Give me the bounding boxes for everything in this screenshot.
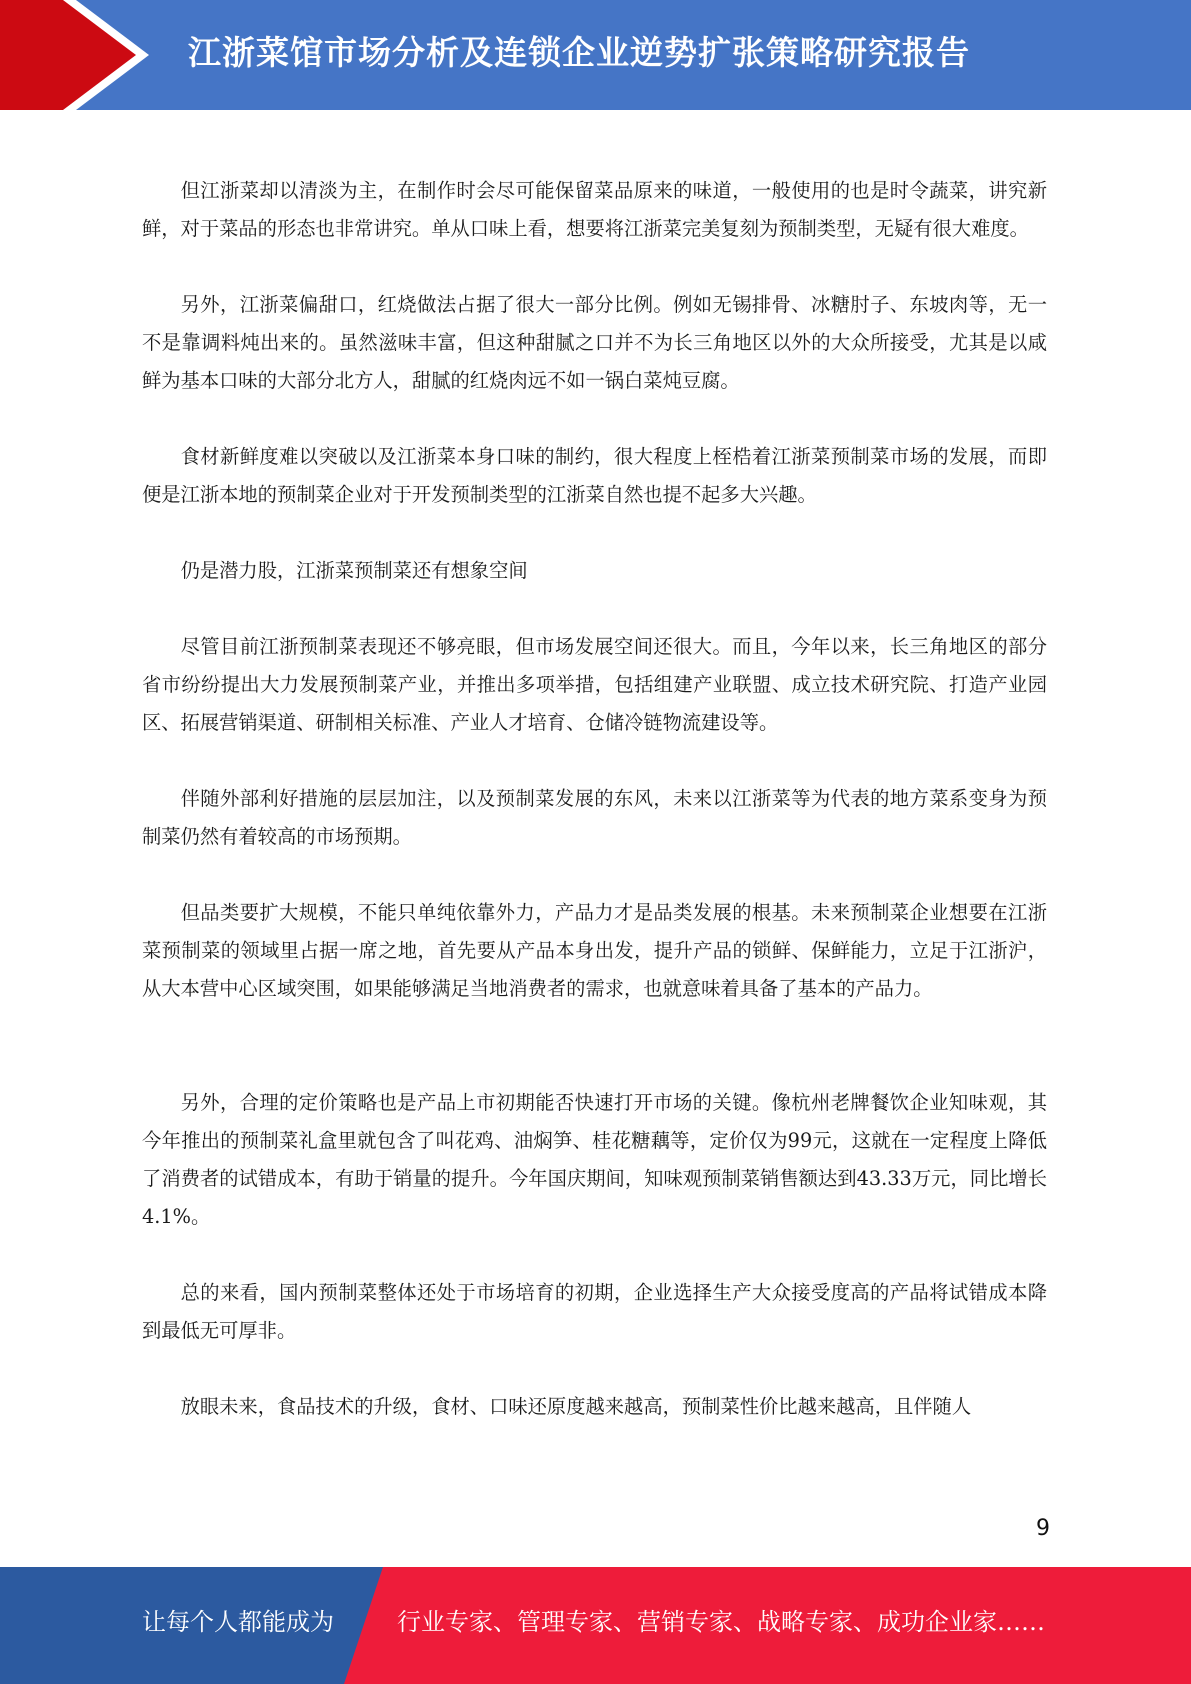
section-heading: 仍是潜力股，江浙菜预制菜还有想象空间 — [180, 559, 528, 582]
footer-slogan-right: 行业专家、管理专家、营销专家、战略专家、成功企业家…… — [397, 1608, 1045, 1636]
report-title: 江浙菜馆市场分析及连锁企业逆势扩张策略研究报告 — [188, 33, 970, 72]
footer-slogan-left: 让每个人都能成为 — [142, 1608, 334, 1636]
page-number: 9 — [1036, 1516, 1050, 1541]
paragraph: 放眼未来，食品技术的升级，食材、口味还原度越来越高，预制菜性价比越来越高，且伴随人 — [180, 1395, 972, 1418]
paragraph: 食材新鲜度难以突破以及江浙菜本身口味的制约，很大程度上桎梏着江浙菜预制菜市场的发展，而即便是江浙本地的预制菜企业对于开发预制类型的江浙菜自然也提不起多大兴趣。 — [142, 445, 1047, 506]
article-body — [142, 172, 1047, 1426]
page-header — [0, 0, 1191, 110]
paragraph: 伴随外部利好措施的层层加注，以及预制菜发展的东风，未来以江浙菜等为代表的地方菜系变身为预制菜仍然有着较高的市场预期。 — [142, 787, 1047, 848]
page-footer — [0, 1567, 1191, 1684]
paragraph: 另外，江浙菜偏甜口，红烧做法占据了很大一部分比例。例如无锡排骨、冰糖肘子、东坡肉等，无一不是靠调料炖出来的。虽然滋味丰富，但这种甜腻之口并不为长三角地区以外的大众所接受，尤其是以咸鲜为基本口味的大部分北方人，甜腻的红烧肉远不如一锅白菜炖豆腐。 — [142, 293, 1047, 392]
paragraph: 另外，合理的定价策略也是产品上市初期能否快速打开市场的关键。像杭州老牌餐饮企业知味观，其今年推出的预制菜礼盒里就包含了叫花鸡、油焖笋、桂花糖藕等，定价仅为99元，这就在一定程度上降低了消费者的试错成本，有助于销量的提升。今年国庆期间，知味观预制菜销售额达到43.33万元，同比增长4.1%。 — [142, 1091, 1047, 1228]
paragraph: 但品类要扩大规模，不能只单纯依靠外力，产品力才是品类发展的根基。未来预制菜企业想要在江浙菜预制菜的领域里占据一席之地，首先要从产品本身出发，提升产品的锁鲜、保鲜能力，立足于江浙沪，从大本营中心区域突围，如果能够满足当地消费者的需求，也就意味着具备了基本的产品力。 — [142, 901, 1047, 1000]
paragraph: 但江浙菜却以清淡为主，在制作时会尽可能保留菜品原来的味道，一般使用的也是时令蔬菜，讲究新鲜，对于菜品的形态也非常讲究。单从口味上看，想要将江浙菜完美复刻为预制类型，无疑有很大难度。 — [142, 179, 1047, 240]
paragraph: 尽管目前江浙预制菜表现还不够亮眼，但市场发展空间还很大。而且，今年以来，长三角地区的部分省市纷纷提出大力发展预制菜产业，并推出多项举措，包括组建产业联盟、成立技术研究院、打造产业园区、拓展营销渠道、研制相关标准、产业人才培育、仓储冷链物流建设等。 — [142, 635, 1047, 734]
paragraph: 总的来看，国内预制菜整体还处于市场培育的初期，企业选择生产大众接受度高的产品将试错成本降到最低无可厚非。 — [142, 1281, 1047, 1342]
